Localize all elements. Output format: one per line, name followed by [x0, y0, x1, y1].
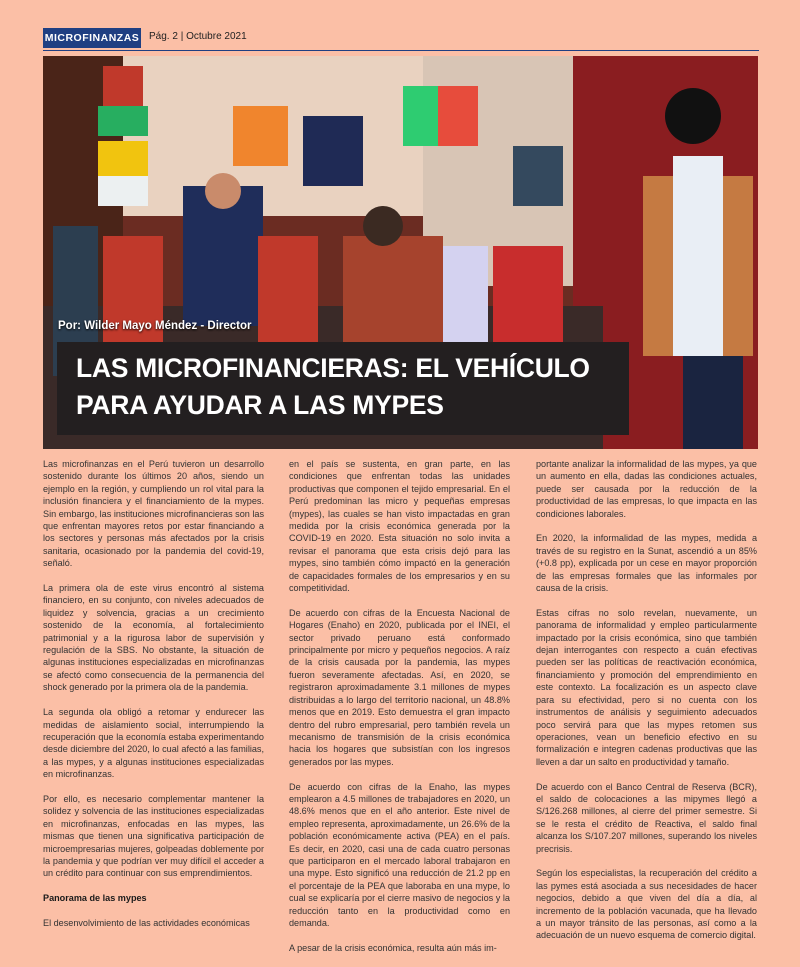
paragraph: El desenvolvimiento de las actividades económicas [43, 917, 250, 928]
header-rule [43, 50, 759, 51]
paragraph: La primera ola de este virus encontró al sistema financiero, en su conjunto, con niveles adecuados de liquidez y solvencia, gracias a un crecimiento sostenido de la economía, al fortalecimiento patrimonial y a la rigurosa labor de supervisión y regulación de la SBS. No obstante, la situación de algunas instituciones especializadas en microfinanzas se afectó como consecuencia de la permanencia del shock generado por la primera ola de la pandemia. [43, 583, 264, 693]
paragraph: en el país se sustenta, en gran parte, en las condiciones que enfrentan todas las unidades productivas que componen el tejido empresarial. En el Perú predominan las micro y pequeñas empresas (mypes), las cuales se han visto impactadas en gran medida por la crisis económica generada por la COVID-19 en 2020. Esta situación no solo invita a revisar el panorama que esta crisis dejó para las mypes, sino también cómo impactó en la generación de capacidades formales de los empresarios y en su competitividad. [289, 459, 510, 594]
paragraph: Las microfinanzas en el Perú tuvieron un desarrollo sostenido durante los últimos 20 años, siendo un ejemplo en la región, y cumpliendo un rol vital para la inclusión financiera y el financiamiento de la mypes. Sin embargo, las instituciones microfinancieras son las que enfrentan mayores retos por estar financiando a los sectores y personas más afectados por la crisis sanitaria, ocasionado por la pandemia del covid-19, señaló. [43, 459, 264, 569]
article-column-2 [289, 458, 510, 967]
hero-photo [43, 56, 758, 449]
paragraph: De acuerdo con cifras de la Enaho, las mypes emplearon a 4.5 millones de trabajadores en 2020, un 48.6% menos que en el año anterior. Este nivel de empleo representa, aproximadamente, un 26.6% de la población económicamente activa (PEA) en el país. Es decir, en 2020, casi una de cada cuatro personas que participaron en el mercado laboral trabajaron en una mype. Esto significó una reducción de 21.2 pp en el porcentaje de la PEA que laboraba en una mype, lo cual se explicaría por el cierre masivo de negocios y la reducción tanto en la productividad como en demanda. [289, 781, 510, 928]
page-info: Pág. 2 | Octubre 2021 [149, 31, 247, 42]
section-heading: Panorama de las mypes [43, 893, 147, 904]
paragraph: De acuerdo con el Banco Central de Reserva (BCR), el saldo de colocaciones a las mipymes llegó a S/126.268 millones, al cierre del primer semestre. Si se le resta el crédito de Reactiva, el saldo final alcanza los S/107.207 millones, superando los niveles precrisis. [536, 781, 757, 854]
headline: LAS MICROFINANCIERAS: EL VEHÍCULO PARA AYUDAR A LAS MYPES [76, 353, 590, 420]
article-column-1 [43, 458, 264, 942]
byline: Por: Wilder Mayo Méndez - Director [58, 320, 252, 332]
paragraph: Estas cifras no solo revelan, nuevamente, un panorama de informalidad y empleo particularmente impactado por la crisis económica, sino que también dejan interrogantes con respecto a cuán efectivas pueden ser las políticas de reactivación económica, financiamiento y promoción del emprendimiento en este contexto. La focalización es un aspecto clave para su efectividad, pero si no cuenta con los instrumentos de análisis y seguimiento adecuados poco servirá para que las mypes retomen sus operaciones, vean un beneficio efectivo en su formalización e integren cadenas productivas que las lleven a dar un salto en productividad y tamaño. [536, 607, 757, 767]
headline-box [57, 342, 629, 435]
paragraph: La segunda ola obligó a retomar y endurecer las medidas de aislamiento social, interrumpiendo la recuperación que la economía estaba experimentando desde diciembre del 2020, lo cual afectó a las familias, a las mypes, y a algunas instituciones especializadas en microfinanzas. [43, 707, 264, 780]
paragraph: Según los especialistas, la recuperación del crédito a las pymes está asociada a sus necesidades de hacer negocios, debido a que viven del día a día, al incremento de la población vacunada, que ha llevado a un mayor tránsito de las personas, así como a la adecuación de un nuevo esquema de comercio digital. [536, 868, 757, 941]
article-column-3 [536, 458, 757, 954]
brand-label: MICROFINANZAS [43, 28, 141, 48]
paragraph: De acuerdo con cifras de la Encuesta Nacional de Hogares (Enaho) en 2020, publicada por el INEI, el sector privado peruano está conformado principalmente por micro y pequeños negocios. A raíz de la crisis causada por la pandemia, las mypes fueron severamente afectadas. Así, en 2020, se registraron aproximadamente 3.1 millones de mypes distribuidas a lo largo del territorio nacional, un 48.8% menos que en 2019. Esto demuestra el gran impacto dentro del rubro empresarial, pero también revela un mecanismo de transmisión de la crisis económica hacia los hogares que subsistían con los ingresos generados por las mypes. [289, 607, 510, 767]
paragraph: portante analizar la informalidad de las mypes, ya que un aumento en ella, dadas las condiciones actuales, puede ser causada por la reducción de la productividad de las empresas, lo que impacta en las condiciones laborales. [536, 459, 757, 519]
paragraph: A pesar de la crisis económica, resulta aún más im- [289, 942, 497, 953]
paragraph: Por ello, es necesario complementar mantener la solidez y solvencia de las instituciones especializadas en microfinanzas, enfocadas en las mypes, las mismas que tienen una significativa participación de microempresarias mujeres, golpeadas doblemente por la pandemia y que podrían ver muy difícil el acceder a un crédito para continuar con sus emprendimientos. [43, 793, 264, 879]
page-header [43, 28, 759, 50]
paragraph: En 2020, la informalidad de las mypes, medida a través de su registro en la Sunat, ascendió a un 85% (+0.8 pp), explicada por un cese en mayor proporción de las empresas formales que las informales por causa de la crisis. [536, 533, 757, 594]
